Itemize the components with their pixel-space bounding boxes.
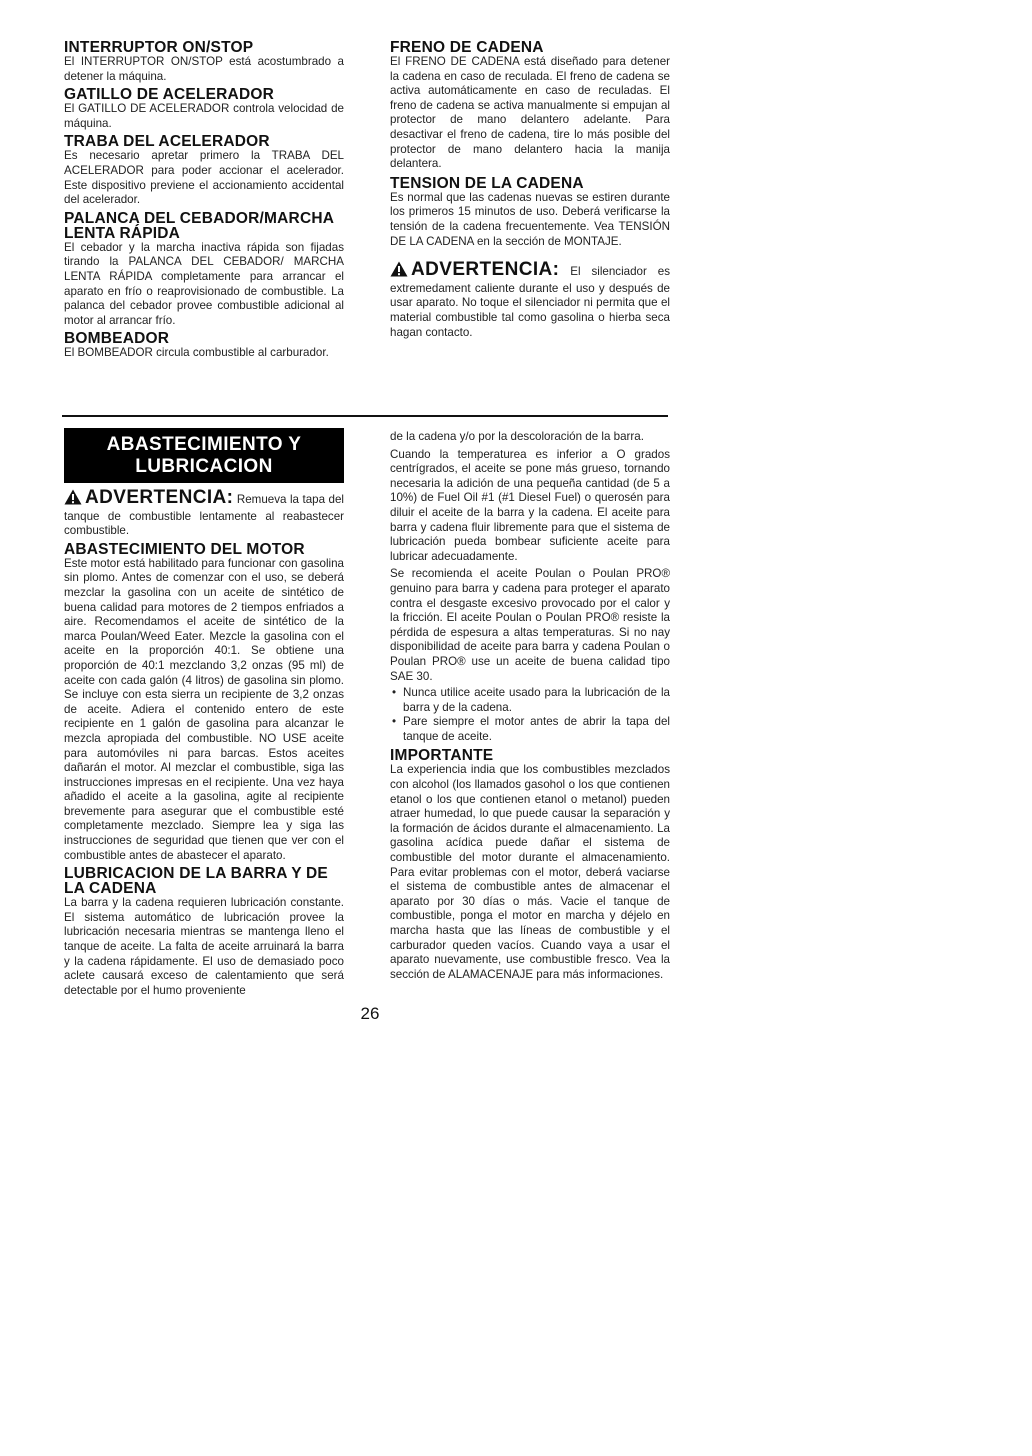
heading-gatillo: GATILLO DE ACELERADOR [64,86,274,104]
warning-tapa [64,489,344,539]
text-bombeador: El BOMBEADOR circula combustible al carburador. [64,346,329,360]
paragraph-aceite-poulan: Se recomienda el aceite Poulan o Poulan PRO® genuino para barra y cadena para proteger el aparato contra el desgaste excesivo provocado por el calor y la fricción. El aceite Poulan o Poulan PRO® resiste la pérdida de espesura a altas temperaturas. Si no nay disponibilidad de aceite para barra y cadena Poulan o Poulan PRO® use un aceite de buena calidad tipo SAE 30. [390,567,670,683]
heading-importante: IMPORTANTE [390,747,494,765]
text-gatillo: El GATILLO DE ACELERADOR controla velocidad de máquina. [64,102,344,130]
text-importante: La experiencia india que los combustibles mezclados con alcohol (los llamados gasohol o los que contienen etanol o los que contienen etanol o metanol) pueden atraer humedad, lo que puede causar la separación y la formación de ácidos durante el almacenamiento. La gasolina acídica puede dañar el sistema de combustible del motor durante el almacenamiento. Para evitar problemas con el motor, deberá vaciarse el sistema de combustible antes de almacenar el aparato por 30 días o más. Vacie el tanque de combustible, ponga el motor en marcha y déjelo en marcha hasta que las líneas de combustible y el carburador queden vacíos. Cuando vaya a usar el aparato nuevamente, use combustible fresco. Vea la sección de ALAMACENAJE para más informaciones. [390,763,670,981]
heading-tension: TENSION DE LA CADENA [390,174,584,192]
text-interruptor: El INTERRUPTOR ON/STOP está acostumbrado a detener la máquina. [64,55,344,83]
heading-traba: TRABA DEL ACELERADOR [64,133,270,151]
heading-palanca: PALANCA DEL CEBADOR/MARCHA LENTA RÁPIDA [64,209,334,242]
warning-silenciador [390,261,670,340]
text-palanca: El cebador y la marcha inactiva rápida son fijadas tirando la PALANCA DEL CEBADOR/ MARCHA LENTA RÁPIDA completamente para arrancar el aparato en frío o reaprovisionado de combustible. La palanca del cebador provee combustible adicional al motor al arrancar frío. [64,240,344,327]
section-divider [62,415,668,417]
column-top-left [64,40,344,361]
section-banner: ABASTECIMIENTO Y LUBRICACION [64,428,344,483]
heading-lubricacion: LUBRICACION DE LA BARRA Y DE LA CADENA [64,865,328,898]
heading-freno: FRENO DE CADENA [390,39,544,56]
heading-bombeador: BOMBEADOR [64,330,170,348]
text-freno: El FRENO DE CADENA está diseñado para detener la cadena en caso de reculada. El freno de cadena se activa automáticamente en caso de reculadas. El freno de cadena se activa manualmente si empujan al protector de mano delantero adelante. Para desactivar el freno de cadena, tire lo más posible del protector de mano delantero hacia la manija delantera. [390,55,670,171]
paragraph-descoloracion: de la cadena y/o por la descoloración de la barra. [390,430,644,443]
list-item: • Pare siempre el motor antes de abrir la tapa del tanque de aceite. [392,715,670,743]
warning-label: ADVERTENCIA: [85,487,234,508]
warning-label: ADVERTENCIA: [411,259,560,281]
list-item: • Nunca utilice aceite usado para la lubricación de la barra y de la cadena. [392,686,670,714]
page-number: 26 [360,1004,380,1023]
column-top-right [390,40,670,340]
text-abastecimiento-motor: Este motor está habilitado para funcionar con gasolina sin plomo. Antes de comenzar con el uso, se deberá mezclar la gasolina con un aceite de sintético de buena calidad para motores de 2 tiempos enfriados a aire. Recomendamos el aceite de sintético de la marca Poulan/Weed Eater. Mezcle la gasolina con el aceite en la proporción 40:1. Se obtiene una proporción de 40:1 mezclando 3,2 onzas (95 ml) de aceite con cada galón (4 litros) de gasolina sin plomo. Se incluye con esta sierra un recipiente de 3,2 onzas de aceite. Adiera el contenido entero de este recipiente en 1 galón de gasolina para alcanzar le mezcla apropiada del combustible. NO USE aceite para automóviles ni para barcas. Estos aceites dañarán el motor. Al mezclar el combustible, siga las instrucciones impresas en el recipiente. Una vez haya añadido el aceite a la gasolina, agite al recipiente brevemente para asegurar que el combustible esté completamente mezclado. Siempre lea y siga las instrucciones de seguridad que tienen que ver con el combustible antes de abastecer el aparato. [64,556,344,862]
bullet-list [390,686,670,744]
warning-text: El silenciador es extremedament caliente durante el uso y después de usar aparato. No toque el silenciador ni permita que el material combustible tal como gasolina o hierba seca hagan contacto. [390,265,670,339]
heading-abastecimiento-motor: ABASTECIMIENTO DEL MOTOR [64,540,305,558]
text-lubricacion: La barra y la cadena requieren lubricación constante. El sistema automático de lubricación provee la lubricación necesaria mientras se mantenga lleno el tanque de aceite. La falta de aceite arruinará la barra y la cadena rápidamente. El uso de demasiado poco aclete causará exceso de calentamiento que será detectable por el humo proveniente [64,896,344,997]
column-bottom-right [390,430,670,982]
warning-triangle-icon [64,489,82,510]
text-traba: Es necesario apretar primero la TRABA DEL ACELERADOR para poder accionar el acelerador. Este dispositivo previene el accionamiento accidental del acelerador. [64,149,344,207]
heading-interruptor: INTERRUPTOR ON/STOP [64,39,254,56]
warning-text: Remueva la tapa del tanque de combustible lentamente al reabastecer combustible. [64,493,344,538]
column-bottom-left [64,428,344,998]
text-tension: Es normal que las cadenas nuevas se estiren durante los primeros 15 minutos de uso. Deberá verificarse la tensión de la cadena frecuentemente. Vea TENSIÓN DE LA CADENA en la sección de MONTAJE. [390,190,670,248]
paragraph-temperatura: Cuando la temperaturea es inferior a O grados centrígrados, el aceite se pone más grueso, tornando necesaria la adición de una pequeña cantidad (de 5 a 10%) de Fuel Oil #1 (#1 Diesel Fuel) o querosén para diluir el aceite de la barra y la cadena. El aceite para barra y cadena fluir libremente para que el sistema de lubricación pueda bombear suficiente aceite para lubricar adecuadamente. [390,447,670,563]
warning-triangle-icon [390,261,408,282]
